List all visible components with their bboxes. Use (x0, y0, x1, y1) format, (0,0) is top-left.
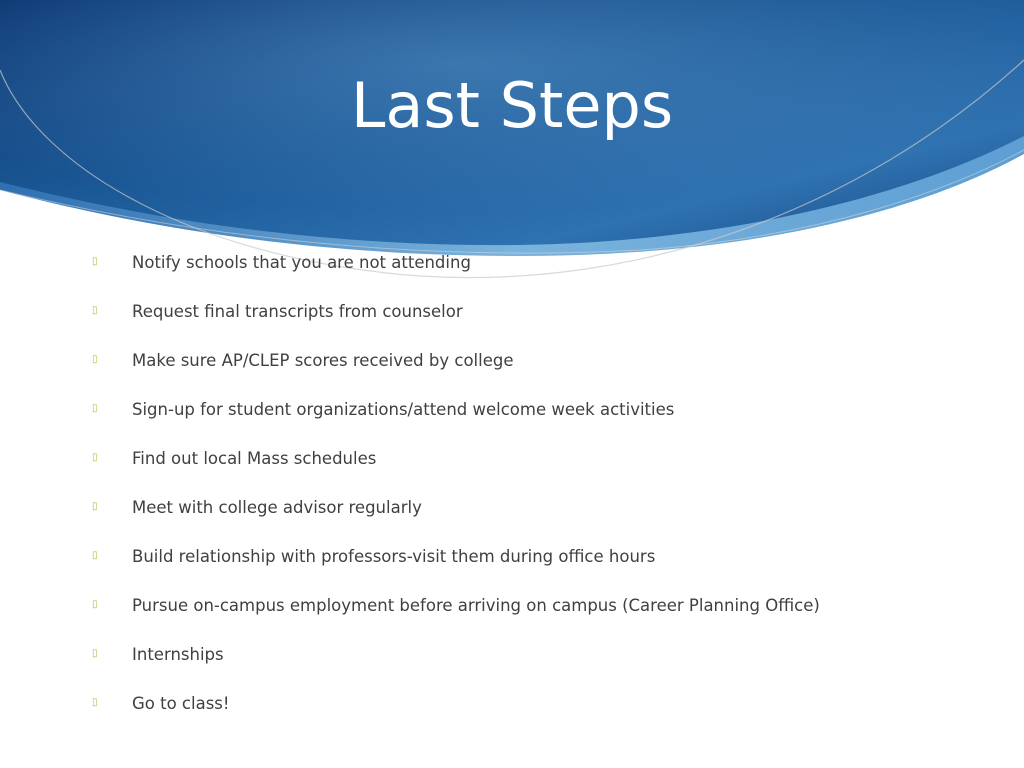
bullet-list (92, 251, 972, 741)
bullet-text: Sign-up for student organizations/attend welcome week activities (132, 400, 675, 419)
list-item (92, 349, 972, 398)
bullet-marker-icon: ▯ (92, 354, 98, 365)
bullet-text: Notify schools that you are not attending (132, 253, 471, 272)
bullet-marker-icon: ▯ (92, 501, 98, 512)
list-item (92, 545, 972, 594)
list-item (92, 496, 972, 545)
list-item (92, 251, 972, 300)
bullet-marker-icon: ▯ (92, 550, 98, 561)
bullet-marker-icon: ▯ (92, 256, 98, 267)
list-item (92, 594, 972, 643)
list-item (92, 398, 972, 447)
slide-title: Last Steps (350, 69, 674, 142)
list-item (92, 643, 972, 692)
bullet-marker-icon: ▯ (92, 452, 98, 463)
bullet-text: Meet with college advisor regularly (132, 498, 422, 517)
bullet-text: Build relationship with professors-visit them during office hours (132, 547, 656, 566)
bullet-text: Internships (132, 645, 224, 664)
bullet-marker-icon: ▯ (92, 599, 98, 610)
bullet-text: Make sure AP/CLEP scores received by college (132, 351, 514, 370)
bullet-text: Find out local Mass schedules (132, 449, 377, 468)
list-item (92, 447, 972, 496)
bullet-marker-icon: ▯ (92, 648, 98, 659)
bullet-marker-icon: ▯ (92, 697, 98, 708)
bullet-marker-icon: ▯ (92, 403, 98, 414)
list-item (92, 692, 972, 741)
bullet-text: Pursue on-campus employment before arriving on campus (Career Planning Office) (132, 596, 820, 615)
bullet-marker-icon: ▯ (92, 305, 98, 316)
list-item (92, 300, 972, 349)
bullet-text: Go to class! (132, 694, 230, 713)
bullet-text: Request final transcripts from counselor (132, 302, 463, 321)
